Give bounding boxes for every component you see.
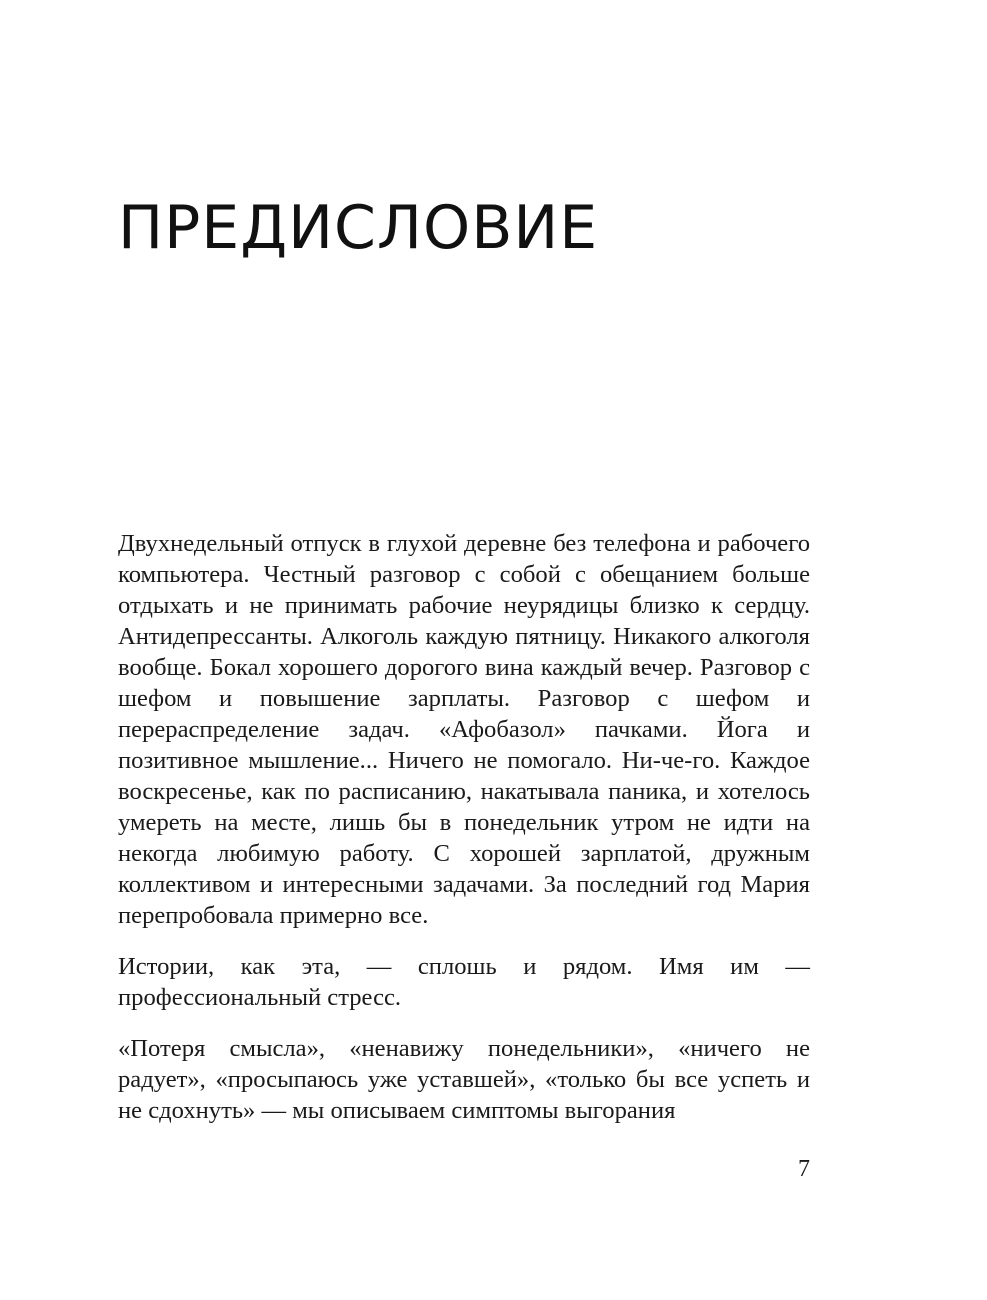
paragraph-1: Двухнедельный отпуск в глухой деревне без телефона и рабочего компьютера. Честный разговор с собой с обещанием больше отдыхать и не принимать рабочие неурядицы близко к сердцу. Антидепрессанты. Алкоголь каждую пятницу. Никакого алкоголя вообще. Бокал хорошего дорогого вина каждый вечер. Разговор с шефом и повышение зарплаты. Разговор с шефом и перераспределение задач. «Афобазол» пачками. Йога и позитивное мышление... Ничего не помогало. Ни-че-го. Каждое воскресенье, как по расписанию, накатывала паника, и хотелось умереть на месте, лишь бы в понедельник утром не идти на некогда любимую работу. С хорошей зарплатой, дружным коллективом и интересными задачами. За последний год Мария перепробовала примерно все. (118, 530, 810, 929)
paragraph-3: «Потеря смысла», «ненавижу понедельники», «ничего не радует», «просыпаюсь уже уставшей», «только бы все успеть и не сдохнуть» — мы описываем симптомы выгорания (118, 1035, 810, 1124)
chapter-title: ПРЕДИСЛОВИЕ (118, 193, 599, 263)
body-text (118, 528, 810, 1146)
paragraph-2: Истории, как эта, — сплошь и рядом. Имя им — профессиональный стресс. (118, 953, 810, 1011)
page-number: 7 (798, 1156, 810, 1182)
